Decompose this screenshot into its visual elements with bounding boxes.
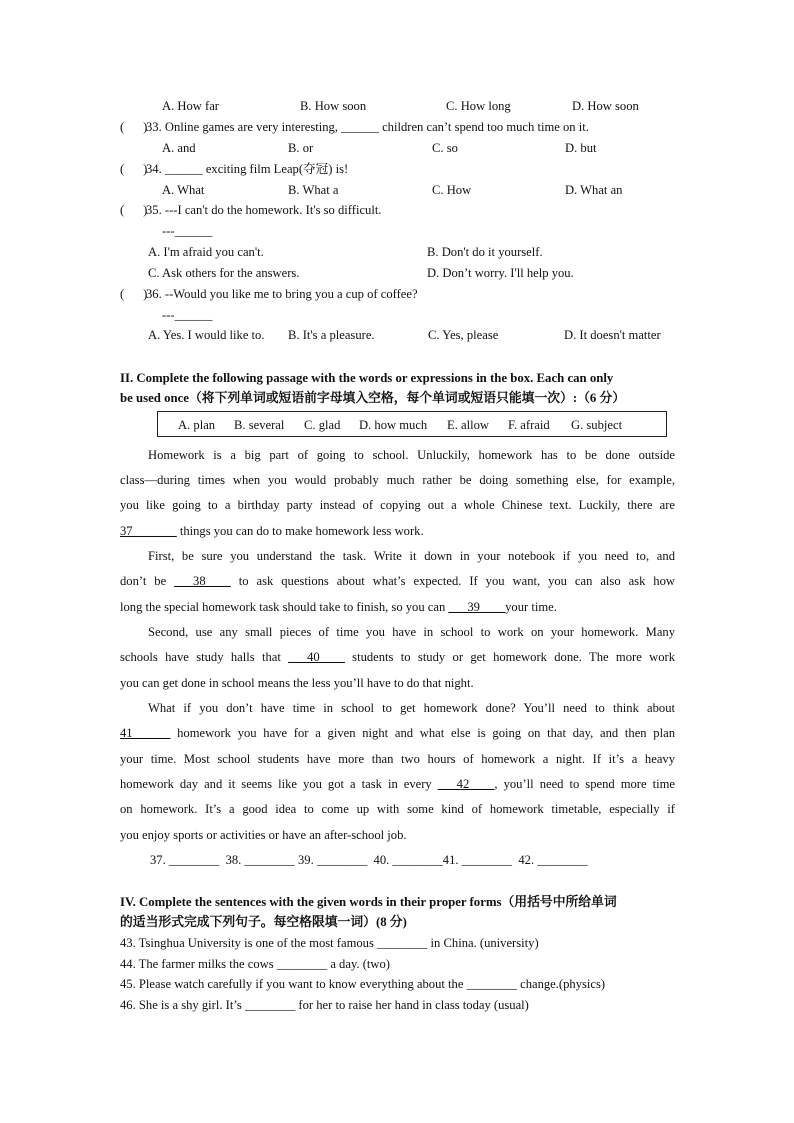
passage-line [120, 776, 675, 792]
passage-line: First, be sure you understand the task. Write it down in your notebook if you need to, and [148, 549, 675, 563]
q34-option-c: C. How [432, 183, 472, 197]
q35-bracket: ( ) [120, 203, 148, 217]
q33-option-d: D. but [565, 141, 597, 155]
q36-stem: 36. --Would you like me to bring you a cup of coffee? [146, 287, 418, 301]
q33-bracket: ( ) [120, 120, 148, 134]
q46: 46. She is a shy girl. It’s ________ for her to raise her hand in class today (usual) [120, 998, 529, 1012]
blank-40[interactable]: ___40____ [288, 650, 345, 664]
blank-39[interactable]: ___39____ [448, 600, 506, 614]
passage-line: Homework is a big part of going to school. Unluckily, homework has to be done outside [148, 448, 675, 462]
passage-text: your time. [505, 600, 557, 614]
q45: 45. Please watch carefully if you want to know everything about the ________ change.(physics) [120, 977, 606, 991]
passage-line: you enjoy sports or activities or have an after-school job. [120, 828, 407, 842]
q36-option-d: D. It doesn't matter [564, 328, 661, 342]
q35-option-a: A. I'm afraid you can't. [148, 245, 264, 259]
q36-option-b: B. It's a pleasure. [288, 328, 375, 342]
passage-text: homework day and it seems like you got a task in every [120, 777, 438, 791]
word-box-item: F. afraid [508, 418, 550, 432]
q32-option-d: D. How soon [572, 99, 639, 113]
passage-text: homework you have for a given night and what else is going on that day, and then plan [170, 726, 675, 740]
word-box-item: D. how much [359, 418, 428, 432]
passage-text: , you’ll need to spend more time [494, 777, 675, 791]
passage-line [120, 599, 675, 615]
q36-option-a: A. Yes. I would like to. [148, 328, 265, 342]
passage-text: don’t be [120, 574, 175, 588]
passage-text: schools have study halls that [120, 650, 289, 664]
q35-option-d: D. Don’t worry. I'll help you. [427, 266, 574, 280]
q32-option-a: A. How far [162, 99, 220, 113]
q34-option-b: B. What a [288, 183, 339, 197]
q36-bracket: ( ) [120, 287, 148, 301]
q36-reply: ---______ [162, 308, 213, 322]
word-box-item: G. subject [571, 418, 623, 432]
q34-option-a: A. What [162, 183, 205, 197]
q44: 44. The farmer milks the cows ________ a day. (two) [120, 957, 391, 971]
passage-line: your time. Most school students have more than two hours of homework a night. If it’s a heavy [120, 752, 675, 766]
q33-option-b: B. or [288, 141, 314, 155]
section4-title-line2: 的适当形式完成下列句子。每空格限填一词）(8 分) [120, 915, 407, 929]
blank-38[interactable]: ___38____ [174, 574, 231, 588]
word-box-item: E. allow [447, 418, 489, 432]
passage-text: to ask questions about what’s expected. If you want, you can also ask how [230, 574, 675, 588]
q43: 43. Tsinghua University is one of the most famous ________ in China. (university) [120, 936, 539, 950]
passage-line: class—during times when you would probably much rather be doing something else, for example, [120, 473, 675, 487]
q33-option-c: C. so [432, 141, 458, 155]
passage-line [120, 573, 675, 589]
q32-option-b: B. How soon [300, 99, 367, 113]
passage-line: on homework. It’s a good idea to come up with some kind of homework timetable, especially if [120, 802, 675, 816]
q35-reply: ---______ [162, 224, 213, 238]
q35-option-c: C. Ask others for the answers. [148, 266, 300, 280]
q34-option-d: D. What an [565, 183, 623, 197]
passage-text: things you can do to make homework less work. [176, 524, 424, 538]
q33-option-a: A. and [162, 141, 196, 155]
blank-42[interactable]: ___42____ [437, 777, 495, 791]
blank-41[interactable]: 41______ [120, 726, 171, 740]
passage-line: What if you don’t have time in school to get homework done? You’ll need to think about [148, 701, 675, 715]
section4-title-line1: IV. Complete the sentences with the given words in their proper forms（用括号中所给单词 [120, 895, 617, 909]
q32-option-c: C. How long [446, 99, 511, 113]
section2-title-line2: be used once（将下列单词或短语前字母填入空格，每个单词或短语只能填一次）:（6 分） [120, 391, 626, 405]
passage-text: students to study or get homework done. The more work [344, 650, 675, 664]
q34-bracket: ( ) [120, 162, 148, 176]
passage-line: you can get done in school means the less you’ll have to do that night. [120, 676, 474, 690]
word-box [157, 411, 667, 437]
section2-title-line1: II. Complete the following passage with the words or expressions in the box. Each can only [120, 371, 614, 385]
answer-blanks-line[interactable]: 37. ________ 38. ________ 39. ________ 40. ________41. ________ 42. ________ [150, 853, 588, 867]
blank-37[interactable]: 37_______ [120, 524, 177, 538]
q34-stem: 34. ______ exciting film Leap(夺冠) is! [146, 162, 349, 176]
passage-line [120, 649, 675, 665]
q33-stem: 33. Online games are very interesting, ______ children can’t spend too much time on it. [146, 120, 589, 134]
q35-option-b: B. Don't do it yourself. [427, 245, 543, 259]
q35-stem: 35. ---I can't do the homework. It's so difficult. [146, 203, 382, 217]
word-box-item: B. several [234, 418, 285, 432]
word-box-item: A. plan [178, 418, 216, 432]
passage-text: long the special homework task should take to finish, so you can [120, 600, 449, 614]
passage-line: you like going to a birthday party instead of copying out a whole Chinese text. Luckily, there are [120, 498, 675, 512]
passage-line [120, 725, 675, 741]
q36-option-c: C. Yes, please [428, 328, 499, 342]
passage-line: Second, use any small pieces of time you have in school to work on your homework. Many [148, 625, 675, 639]
word-box-item: C. glad [304, 418, 341, 432]
passage-line [120, 523, 675, 539]
